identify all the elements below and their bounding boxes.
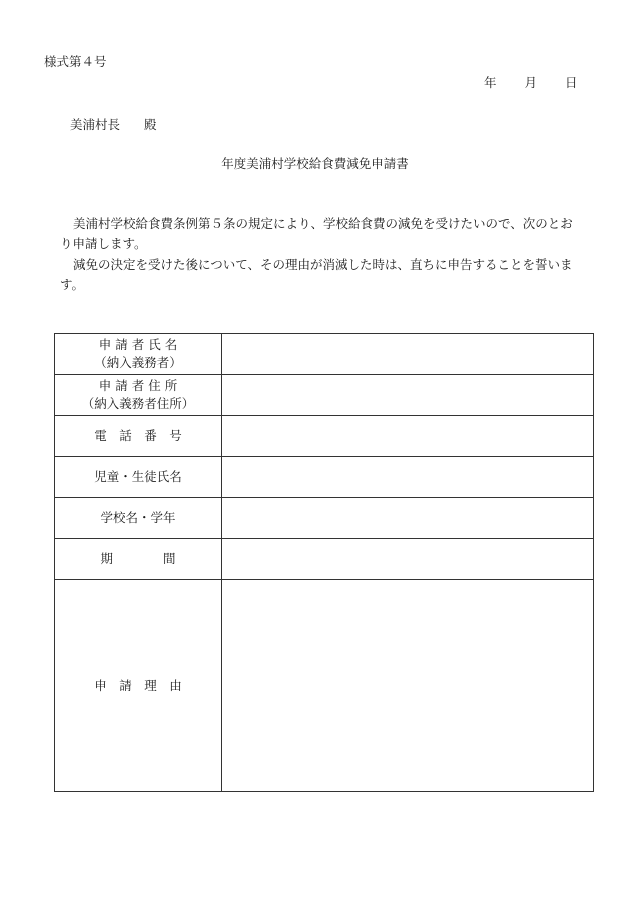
body-paragraph-2: 減免の決定を受けた後について、その理由が消滅した時は、直ちに申告することを誓います。 [60,257,573,292]
row-period [55,539,594,580]
school-grade-label: 学校名・学年 [55,498,222,539]
row-school-grade [55,498,594,539]
student-name-label: 児童・生徒氏名 [55,457,222,498]
applicant-address-label-cell [55,375,222,416]
row-applicant-address [55,375,594,416]
applicant-name-label: 申 請 者 氏 名 [98,337,178,352]
date-month-label: 月 [524,75,538,90]
addressee-name: 美浦村長 [70,117,121,132]
applicant-name-field[interactable] [222,334,594,375]
body-paragraph-1: 美浦村学校給食費条例第５条の規定により、学校給食費の減免を受けたいので、次のとおり申請します。 [60,216,573,251]
row-reason [55,580,594,792]
row-applicant-name [55,334,594,375]
reason-label: 申 請 理 由 [55,580,222,792]
period-field[interactable] [222,539,594,580]
school-grade-field[interactable] [222,498,594,539]
date-year-label: 年 [484,75,497,90]
date-line [484,73,578,91]
applicant-address-field[interactable] [222,375,594,416]
applicant-address-label: 申 請 者 住 所 [98,378,178,393]
row-phone [55,416,594,457]
period-label: 期 間 [55,539,222,580]
student-name-field[interactable] [222,457,594,498]
applicant-address-sublabel: （納入義務者住所） [81,396,195,411]
phone-label: 電 話 番 号 [55,416,222,457]
application-table [54,333,594,792]
addressee-honorific: 殿 [144,117,157,132]
addressee [70,115,157,133]
applicant-name-sublabel: （納入義務者） [94,355,182,370]
date-day-label: 日 [565,75,578,90]
row-student-name [55,457,594,498]
form-number: 様式第４号 [44,54,107,69]
reason-field[interactable] [222,580,594,792]
applicant-name-label-cell [55,334,222,375]
phone-field[interactable] [222,416,594,457]
document-title: 年度美浦村学校給食費減免申請書 [221,156,409,171]
